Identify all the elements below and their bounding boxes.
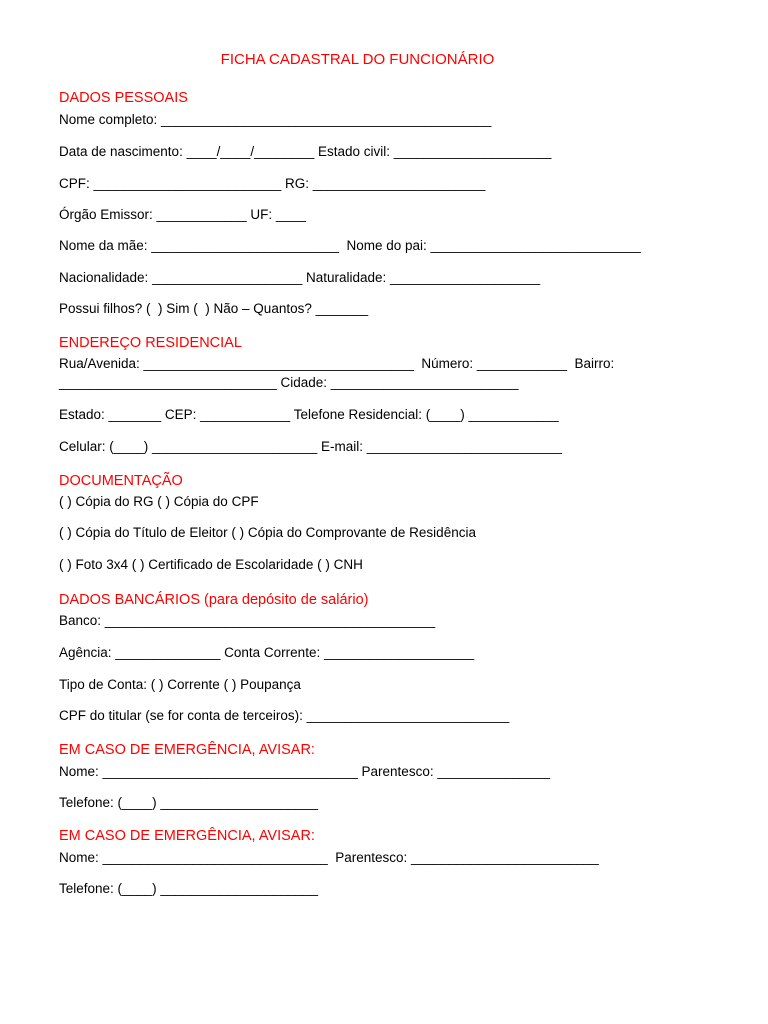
field-rua-numero-bairro[interactable]: Rua/Avenida: ____________________________________ Número: ____________ Bairro: — [59, 356, 615, 371]
field-orgao-emissor-uf[interactable]: Órgão Emissor: ____________ UF: ____ — [59, 207, 306, 222]
field-emergencia-2-nome-parentesco[interactable]: Nome: ______________________________ Parentesco: _________________________ — [59, 850, 599, 865]
section-heading-emergencia-1: EM CASO DE EMERGÊNCIA, AVISAR: — [59, 742, 315, 758]
field-nome-completo[interactable]: Nome completo: ____________________________________________ — [59, 112, 492, 127]
field-tipo-conta[interactable]: Tipo de Conta: ( ) Corrente ( ) Poupança — [59, 677, 301, 692]
section-heading-documentacao: DOCUMENTAÇÃO — [59, 473, 183, 489]
field-possui-filhos[interactable]: Possui filhos? ( ) Sim ( ) Não – Quantos? _______ — [59, 301, 369, 316]
checklist-rg-cpf[interactable]: ( ) Cópia do RG ( ) Cópia do CPF — [59, 494, 259, 509]
field-bairro-cidade[interactable]: _____________________________ Cidade: _________________________ — [59, 375, 519, 390]
field-emergencia-1-nome-parentesco[interactable]: Nome: __________________________________ Parentesco: _______________ — [59, 764, 550, 779]
field-cpf-rg[interactable]: CPF: _________________________ RG: _______________________ — [59, 176, 486, 191]
checklist-foto-certificado-cnh[interactable]: ( ) Foto 3x4 ( ) Certificado de Escolaridade ( ) CNH — [59, 557, 363, 572]
field-nacionalidade-naturalidade[interactable]: Nacionalidade: ____________________ Naturalidade: ____________________ — [59, 270, 541, 285]
field-celular-email[interactable]: Celular: (____) ______________________ E-mail: __________________________ — [59, 439, 562, 454]
field-emergencia-1-telefone[interactable]: Telefone: (____) _____________________ — [59, 795, 318, 810]
section-heading-dados-bancarios: DADOS BANCÁRIOS (para depósito de salário) — [59, 592, 369, 608]
section-heading-emergencia-2: EM CASO DE EMERGÊNCIA, AVISAR: — [59, 828, 315, 844]
field-data-nascimento-estado-civil[interactable]: Data de nascimento: ____/____/________ Estado civil: _____________________ — [59, 144, 552, 159]
field-emergencia-2-telefone[interactable]: Telefone: (____) _____________________ — [59, 881, 318, 896]
form-title: FICHA CADASTRAL DO FUNCIONÁRIO — [220, 51, 495, 68]
section-heading-dados-pessoais: DADOS PESSOAIS — [59, 90, 188, 106]
checklist-titulo-comprovante[interactable]: ( ) Cópia do Título de Eleitor ( ) Cópia do Comprovante de Residência — [59, 525, 476, 540]
section-heading-endereco: ENDEREÇO RESIDENCIAL — [59, 335, 242, 351]
field-agencia-conta[interactable]: Agência: ______________ Conta Corrente: ____________________ — [59, 645, 475, 660]
field-cpf-titular[interactable]: CPF do titular (se for conta de terceiros): ___________________________ — [59, 708, 510, 723]
field-banco[interactable]: Banco: ____________________________________________ — [59, 613, 436, 628]
field-estado-cep-telefone[interactable]: Estado: _______ CEP: ____________ Telefone Residencial: (____) ____________ — [59, 407, 559, 422]
field-nome-mae-pai[interactable]: Nome da mãe: _________________________ Nome do pai: ____________________________ — [59, 238, 641, 253]
